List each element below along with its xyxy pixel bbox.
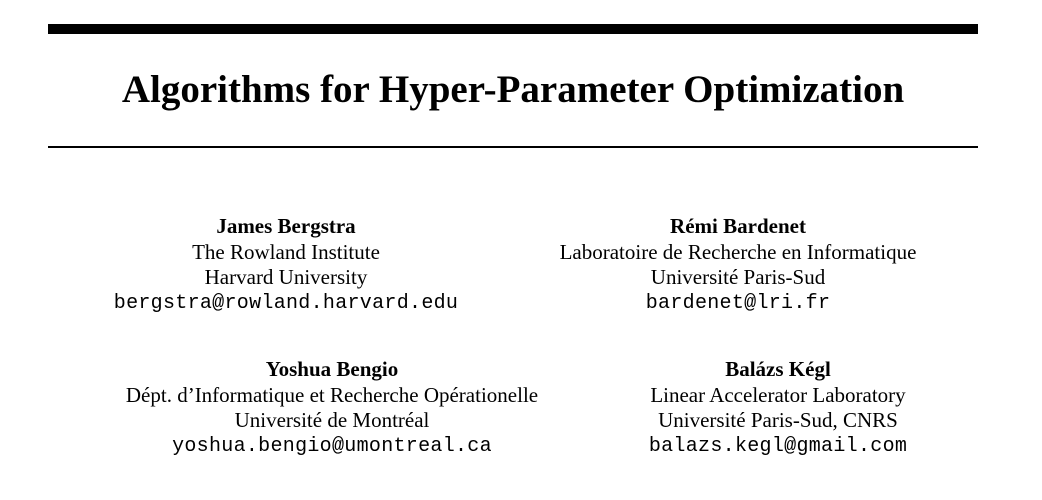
author-affiliation: Linear Accelerator Laboratory	[650, 382, 906, 407]
author-affiliation: Dépt. d’Informatique et Recherche Opérationelle	[125, 382, 539, 407]
paper-title: Algorithms for Hyper-Parameter Optimization	[121, 68, 905, 111]
author-affiliation: Laboratoire de Recherche en Informatique	[559, 239, 917, 264]
author-email: balazs.kegl@gmail.com	[648, 434, 908, 458]
title-bottom-rule	[48, 146, 978, 148]
author-name: Rémi Bardenet	[670, 214, 806, 238]
author-affiliation: Harvard University	[204, 265, 368, 289]
author-affiliation: The Rowland Institute	[192, 239, 380, 264]
author-email: yoshua.bengio@umontreal.ca	[172, 434, 492, 458]
author-affiliation: Université de Montréal	[234, 408, 430, 432]
author-name: Balázs Kégl	[725, 357, 831, 381]
title-top-rule	[48, 24, 978, 34]
author-affiliation: Université Paris-Sud, CNRS	[658, 408, 898, 432]
author-affiliation: Université Paris-Sud	[650, 265, 826, 289]
author-name: James Bergstra	[216, 214, 356, 238]
author-name: Yoshua Bengio	[265, 357, 399, 381]
author-block-bergstra	[26, 214, 546, 317]
author-email: bardenet@lri.fr	[645, 291, 831, 315]
author-email: bergstra@rowland.harvard.edu	[113, 291, 459, 315]
author-block-bardenet	[478, 214, 998, 317]
author-block-bengio	[72, 357, 592, 460]
author-block-kegl	[518, 357, 1038, 460]
